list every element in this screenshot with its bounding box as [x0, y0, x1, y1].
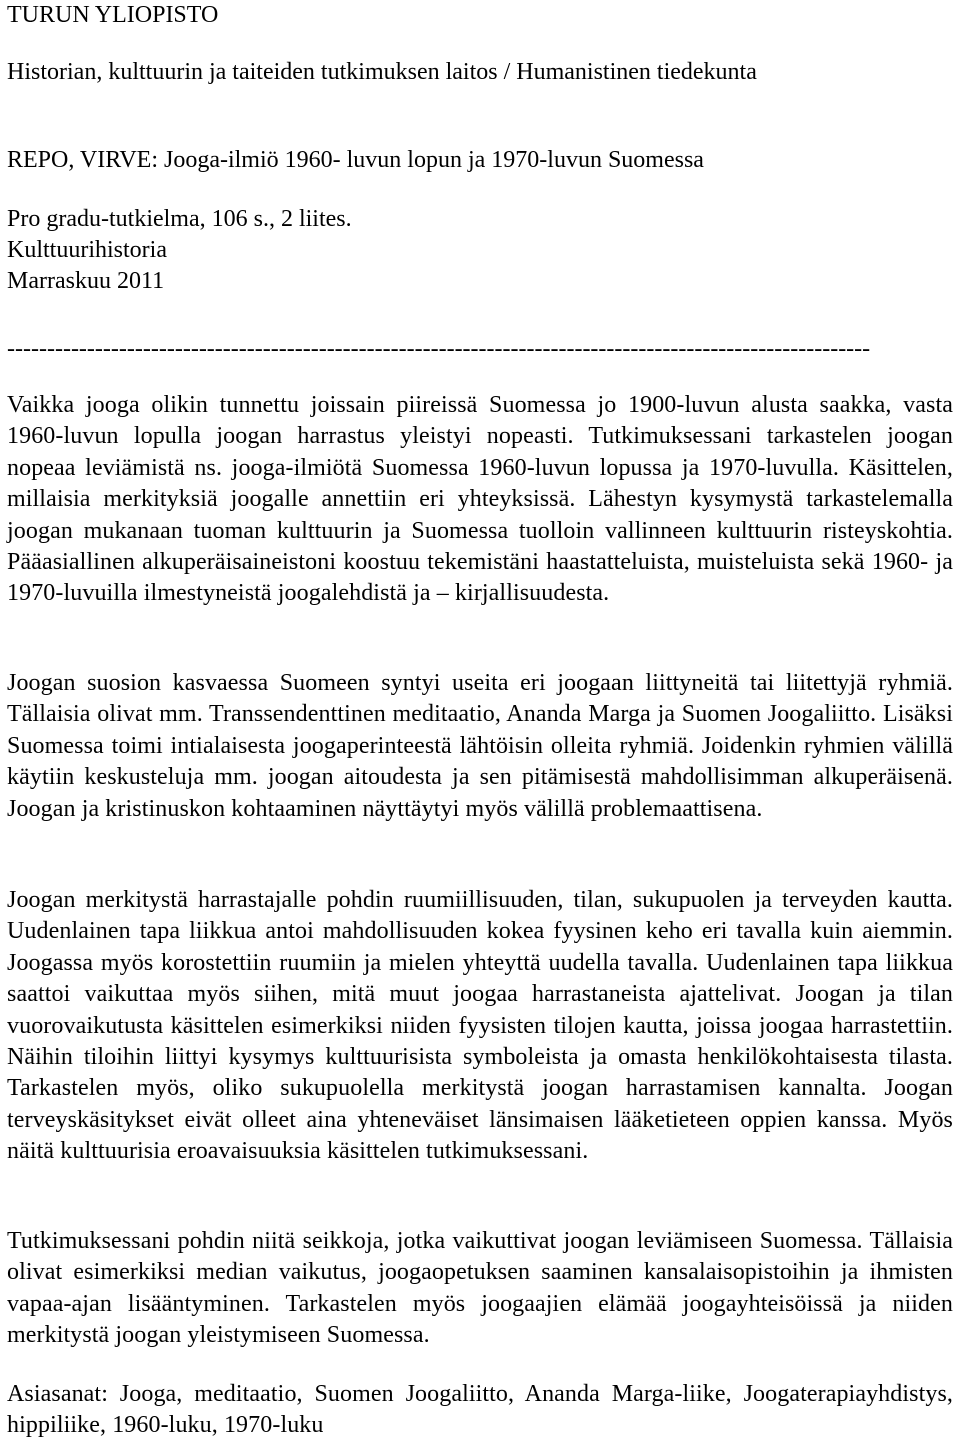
- author-title-line: REPO, VIRVE: Jooga-ilmiö 1960- luvun lopun ja 1970-luvun Suomessa: [7, 147, 704, 173]
- abstract-paragraph-1: Vaikka jooga olikin tunnettu joissain piireissä Suomessa jo 1900-luvun alusta saakka, vasta 1960-luvun lopulla joogan harrastus yleistyi nopeasti. Tutkimuksessani tarkastelen joogan nopeaa leviämistä ns. jooga-ilmiötä Suomessa 1960-luvun lopussa ja 1970-luvulla. Käsittelen, millaisia merkityksiä joogalle annettiin eri yhteyksissä. Lähestyn kysymystä tarkastelemalla joogan mukanaan tuoman kulttuurin ja Suomessa tuolloin vallinneen kulttuurin risteyskohtia. Pääasiallinen alkuperäisaineistoni koostuu tekemistäni haastatteluista, muisteluista sekä 1960- ja 1970-luvuilla ilmestyneistä joogalehdistä ja – kirjallisuudesta.: [7, 392, 953, 607]
- dashed-divider: ------------------------------------------------------------------------------------------------------------: [7, 336, 871, 362]
- department-line: Historian, kulttuurin ja taiteiden tutkimuksen laitos / Humanistinen tiedekunta: [7, 59, 757, 85]
- keywords-paragraph: Asiasanat: Jooga, meditaatio, Suomen Joogaliitto, Ananda Marga-liike, Joogaterapiayhdistys, hippiliike, 1960-luku, 1970-luku: [7, 1381, 953, 1439]
- abstract-paragraph-4: Tutkimuksessani pohdin niitä seikkoja, jotka vaikuttivat joogan leviämiseen Suomessa. Tällaisia olivat esimerkiksi median vaikutus, joogaopetuksen saaminen kansalaisopistoihin ja ihmisten vapaa-ajan lisääntyminen. Tarkastelen myös joogaajien elämää joogayhteisöissä ja niiden merkitystä joogan yleistymiseen Suomessa.: [7, 1228, 953, 1349]
- date-line: Marraskuu 2011: [7, 268, 165, 294]
- subject-line: Kulttuurihistoria: [7, 237, 167, 263]
- university-name: TURUN YLIOPISTO: [7, 2, 219, 28]
- abstract-paragraph-3: Joogan merkitystä harrastajalle pohdin ruumiillisuuden, tilan, sukupuolen ja terveyden kautta. Uudenlainen tapa liikkua antoi mahdollisuuden kokea fyysinen keho eri tavalla kuin aiemmin. Joogassa myös korostettiin ruumiin ja mielen yhteyttä uudella tavalla. Uudenlainen tapa liikkua saattoi vaikuttaa myös siihen, mitä muut joogaa harrastaneista ajattelivat. Joogan ja tilan vuorovaikutusta käsittelen esimerkiksi niiden fyysisten tilojen kautta, joissa joogaa harrastettiin. Näihin tiloihin liittyi kysymys kulttuurisista symboleista ja omasta henkilökohtaisesta tilasta. Tarkastelen myös, oliko sukupuolella merkitystä joogan harrastamisen kannalta. Joogan terveyskäsitykset eivät olleet aina yhteneväiset länsimaisen lääketieteen oppien kanssa. Myös näitä kulttuurisia eroavaisuuksia käsittelen tutkimuksessani.: [7, 887, 953, 1165]
- thesis-info-line: Pro gradu-tutkielma, 106 s., 2 liites.: [7, 206, 352, 232]
- abstract-paragraph-2: Joogan suosion kasvaessa Suomeen syntyi useita eri joogaan liittyneitä tai liitettyjä ryhmiä. Tällaisia olivat mm. Transsendenttinen meditaatio, Ananda Marga ja Suomen Joogaliitto. Lisäksi Suomessa toimi intialaisesta joogaperinteestä lähtöisin olleita ryhmiä. Joidenkin ryhmien välillä käytiin keskusteluja mm. joogan aitoudesta ja sen pitämisestä mahdollisimman alkuperäisenä. Joogan ja kristinuskon kohtaaminen näyttäytyi myös välillä problemaattisena.: [7, 670, 953, 822]
